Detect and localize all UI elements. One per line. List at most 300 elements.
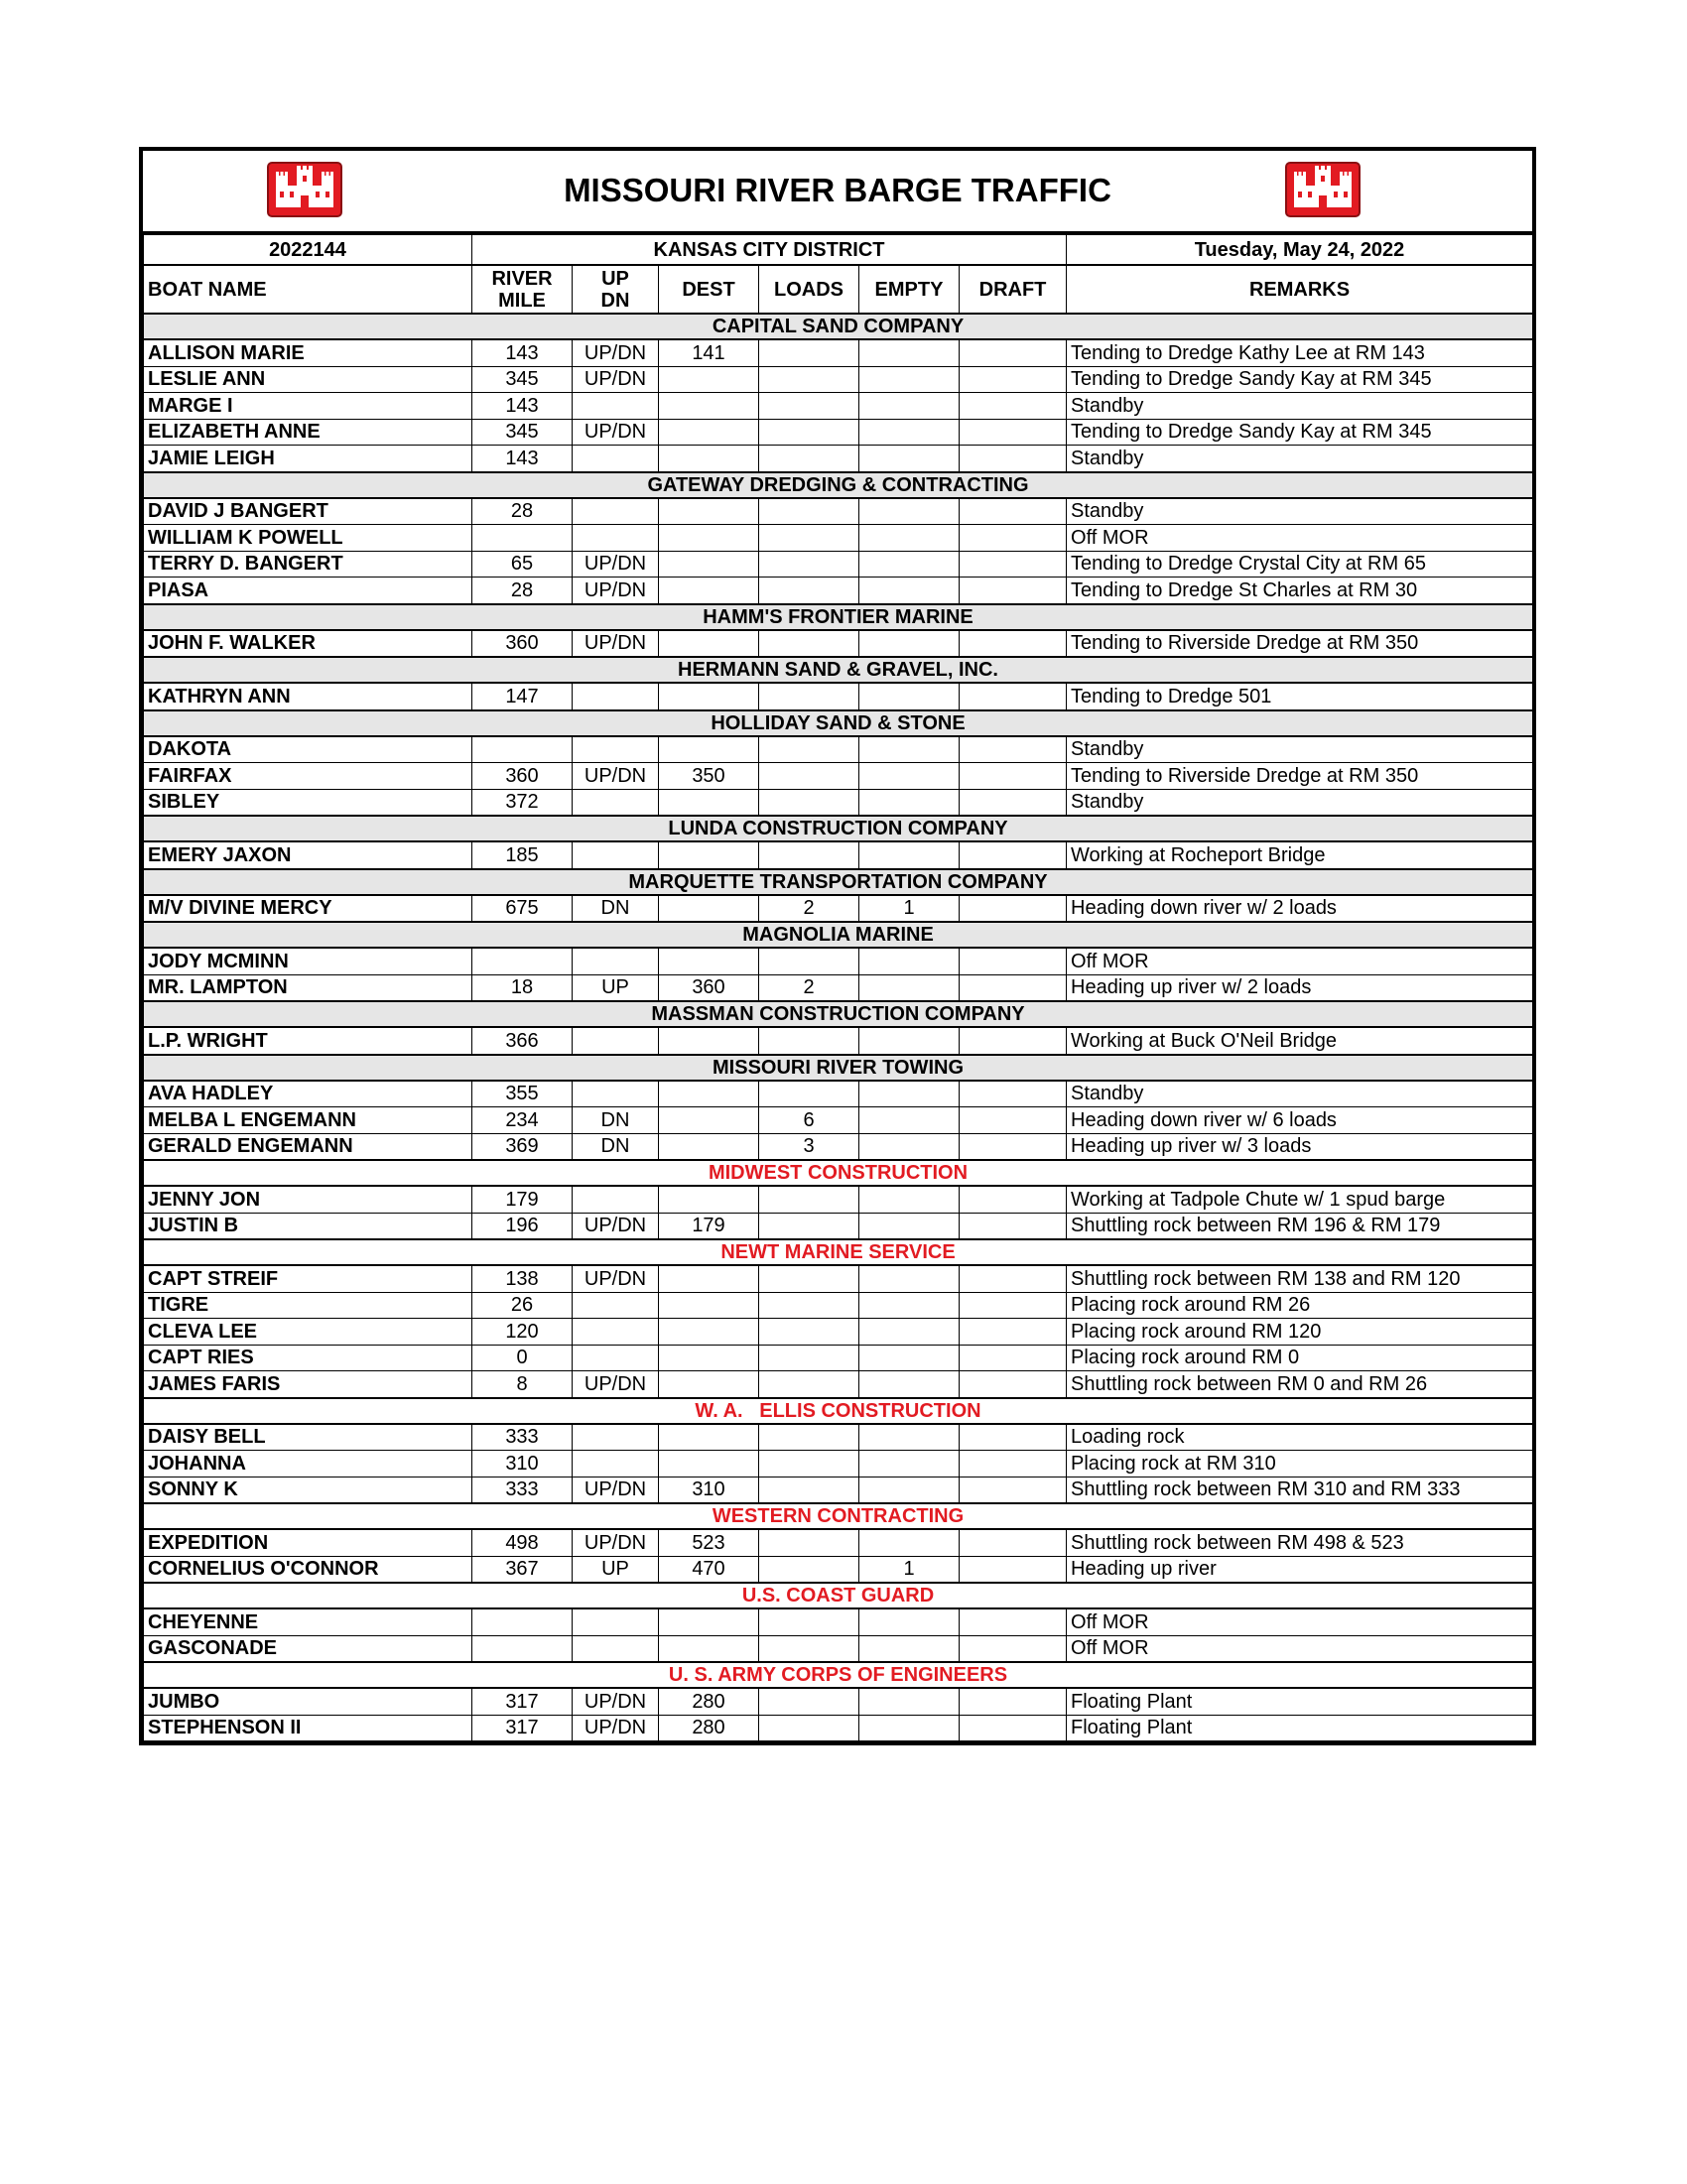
loads-cell	[759, 419, 859, 446]
river-mile-cell: 345	[472, 366, 573, 393]
draft-cell	[960, 1292, 1067, 1319]
river-mile-cell: 196	[472, 1213, 573, 1239]
boat-name-cell: ELIZABETH ANNE	[144, 419, 472, 446]
loads-cell	[759, 763, 859, 790]
loads-cell	[759, 339, 859, 366]
up-dn-cell	[573, 789, 659, 816]
draft-cell	[960, 789, 1067, 816]
draft-cell	[960, 498, 1067, 525]
river-mile-cell: 28	[472, 578, 573, 604]
remarks-cell: Standby	[1067, 789, 1533, 816]
table-row	[144, 1608, 1533, 1635]
table-row	[144, 393, 1533, 420]
up-dn-cell	[573, 1608, 659, 1635]
river-mile-cell	[472, 1635, 573, 1662]
usace-castle-icon	[1285, 162, 1361, 217]
remarks-cell: Tending to Dredge 501	[1067, 683, 1533, 710]
company-header-row	[144, 710, 1533, 736]
remarks-cell: Tending to Riverside Dredge at RM 350	[1067, 763, 1533, 790]
loads-cell	[759, 630, 859, 658]
company-header-row	[144, 657, 1533, 683]
destination-cell: 470	[659, 1556, 759, 1583]
river-mile-cell: 179	[472, 1186, 573, 1213]
up-dn-cell: UP/DN	[573, 419, 659, 446]
table-row	[144, 1213, 1533, 1239]
up-dn-cell: UP/DN	[573, 1371, 659, 1398]
destination-cell	[659, 1345, 759, 1371]
river-mile-cell	[472, 1608, 573, 1635]
loads-cell	[759, 393, 859, 420]
draft-cell	[960, 366, 1067, 393]
river-mile-cell: 317	[472, 1688, 573, 1715]
draft-cell	[960, 1529, 1067, 1556]
company-name: U. S. ARMY CORPS OF ENGINEERS	[144, 1662, 1533, 1688]
boat-name-cell: FAIRFAX	[144, 763, 472, 790]
empty-cell	[859, 1635, 960, 1662]
remarks-cell: Standby	[1067, 1081, 1533, 1107]
company-name: W. A. ELLIS CONSTRUCTION	[144, 1398, 1533, 1424]
draft-cell	[960, 736, 1067, 763]
river-mile-cell: 369	[472, 1133, 573, 1160]
remarks-cell: Off MOR	[1067, 1608, 1533, 1635]
draft-cell	[960, 974, 1067, 1001]
table-row	[144, 498, 1533, 525]
draft-cell	[960, 1424, 1067, 1451]
report-date: Tuesday, May 24, 2022	[1067, 235, 1533, 266]
up-dn-cell	[573, 948, 659, 974]
header-empty: EMPTY	[859, 265, 960, 314]
table-row	[144, 841, 1533, 869]
table-row	[144, 1107, 1533, 1134]
draft-cell	[960, 895, 1067, 923]
table-row	[144, 1319, 1533, 1346]
loads-cell	[759, 578, 859, 604]
up-dn-cell	[573, 1319, 659, 1346]
river-mile-cell: 143	[472, 446, 573, 472]
empty-cell	[859, 1451, 960, 1477]
loads-cell: 3	[759, 1133, 859, 1160]
boat-name-cell: MARGE I	[144, 393, 472, 420]
empty-cell	[859, 393, 960, 420]
company-name: U.S. COAST GUARD	[144, 1583, 1533, 1608]
up-dn-cell: UP/DN	[573, 366, 659, 393]
empty-cell	[859, 1081, 960, 1107]
draft-cell	[960, 1608, 1067, 1635]
remarks-cell: Standby	[1067, 498, 1533, 525]
empty-cell	[859, 683, 960, 710]
company-name: MISSOURI RIVER TOWING	[144, 1055, 1533, 1081]
loads-cell	[759, 525, 859, 552]
remarks-cell: Placing rock around RM 26	[1067, 1292, 1533, 1319]
destination-cell	[659, 498, 759, 525]
remarks-cell: Shuttling rock between RM 138 and RM 120	[1067, 1265, 1533, 1292]
up-dn-cell	[573, 446, 659, 472]
remarks-cell: Placing rock around RM 0	[1067, 1345, 1533, 1371]
river-mile-cell: 310	[472, 1451, 573, 1477]
draft-cell	[960, 1319, 1067, 1346]
remarks-cell: Shuttling rock between RM 196 & RM 179	[1067, 1213, 1533, 1239]
draft-cell	[960, 578, 1067, 604]
district-name: KANSAS CITY DISTRICT	[472, 235, 1067, 266]
river-mile-cell: 317	[472, 1715, 573, 1741]
empty-cell	[859, 446, 960, 472]
loads-cell	[759, 948, 859, 974]
empty-cell	[859, 339, 960, 366]
traffic-table	[143, 234, 1533, 1741]
company-header-row	[144, 922, 1533, 948]
draft-cell	[960, 948, 1067, 974]
company-header-row	[144, 1583, 1533, 1608]
empty-cell	[859, 419, 960, 446]
header-dest: DEST	[659, 265, 759, 314]
table-row	[144, 525, 1533, 552]
table-row	[144, 1477, 1533, 1503]
draft-cell	[960, 1451, 1067, 1477]
up-dn-cell	[573, 1027, 659, 1055]
table-row	[144, 1635, 1533, 1662]
company-header-row	[144, 869, 1533, 895]
destination-cell	[659, 366, 759, 393]
river-mile-cell: 333	[472, 1477, 573, 1503]
up-dn-cell: UP/DN	[573, 1213, 659, 1239]
company-name: NEWT MARINE SERVICE	[144, 1239, 1533, 1265]
destination-cell: 179	[659, 1213, 759, 1239]
destination-cell	[659, 789, 759, 816]
header-up-dn: UP DN	[573, 265, 659, 314]
up-dn-cell: DN	[573, 895, 659, 923]
river-mile-cell: 366	[472, 1027, 573, 1055]
loads-cell	[759, 1319, 859, 1346]
destination-cell	[659, 1186, 759, 1213]
loads-cell	[759, 1186, 859, 1213]
company-name: LUNDA CONSTRUCTION COMPANY	[144, 816, 1533, 841]
table-row	[144, 1027, 1533, 1055]
remarks-cell: Heading up river w/ 2 loads	[1067, 974, 1533, 1001]
table-row	[144, 736, 1533, 763]
remarks-cell: Floating Plant	[1067, 1715, 1533, 1741]
destination-cell	[659, 419, 759, 446]
boat-name-cell: KATHRYN ANN	[144, 683, 472, 710]
river-mile-cell: 143	[472, 339, 573, 366]
destination-cell	[659, 895, 759, 923]
loads-cell	[759, 1451, 859, 1477]
empty-cell	[859, 763, 960, 790]
report-title: MISSOURI RIVER BARGE TRAFFIC	[564, 172, 1111, 208]
company-name: HOLLIDAY SAND & STONE	[144, 710, 1533, 736]
remarks-cell: Heading up river w/ 3 loads	[1067, 1133, 1533, 1160]
company-header-row	[144, 604, 1533, 630]
loads-cell	[759, 1027, 859, 1055]
table-row	[144, 419, 1533, 446]
draft-cell	[960, 1186, 1067, 1213]
empty-cell	[859, 1265, 960, 1292]
table-body	[144, 314, 1533, 1741]
empty-cell: 1	[859, 1556, 960, 1583]
company-name: MASSMAN CONSTRUCTION COMPANY	[144, 1001, 1533, 1027]
destination-cell	[659, 1319, 759, 1346]
destination-cell	[659, 1027, 759, 1055]
draft-cell	[960, 1477, 1067, 1503]
empty-cell	[859, 1319, 960, 1346]
loads-cell	[759, 841, 859, 869]
company-header-row	[144, 1055, 1533, 1081]
draft-cell	[960, 339, 1067, 366]
river-mile-cell: 345	[472, 419, 573, 446]
up-dn-cell: DN	[573, 1133, 659, 1160]
destination-cell	[659, 393, 759, 420]
table-row	[144, 1715, 1533, 1741]
river-mile-cell: 143	[472, 393, 573, 420]
loads-cell	[759, 1715, 859, 1741]
loads-cell	[759, 1371, 859, 1398]
up-dn-cell	[573, 841, 659, 869]
destination-cell: 280	[659, 1688, 759, 1715]
boat-name-cell: JOHANNA	[144, 1451, 472, 1477]
destination-cell	[659, 551, 759, 578]
empty-cell	[859, 841, 960, 869]
boat-name-cell: JODY MCMINN	[144, 948, 472, 974]
river-mile-cell: 498	[472, 1529, 573, 1556]
destination-cell	[659, 525, 759, 552]
river-mile-cell: 234	[472, 1107, 573, 1134]
remarks-cell: Working at Rocheport Bridge	[1067, 841, 1533, 869]
up-dn-cell: UP/DN	[573, 578, 659, 604]
remarks-cell: Shuttling rock between RM 0 and RM 26	[1067, 1371, 1533, 1398]
boat-name-cell: CLEVA LEE	[144, 1319, 472, 1346]
empty-cell: 1	[859, 895, 960, 923]
empty-cell	[859, 1133, 960, 1160]
up-dn-cell	[573, 1345, 659, 1371]
remarks-cell: Placing rock at RM 310	[1067, 1451, 1533, 1477]
loads-cell	[759, 1345, 859, 1371]
company-name: GATEWAY DREDGING & CONTRACTING	[144, 472, 1533, 498]
destination-cell: 360	[659, 974, 759, 1001]
table-row	[144, 1688, 1533, 1715]
river-mile-cell: 333	[472, 1424, 573, 1451]
up-dn-cell	[573, 1635, 659, 1662]
title-row	[143, 151, 1532, 234]
empty-cell	[859, 948, 960, 974]
remarks-cell: Working at Tadpole Chute w/ 1 spud barge	[1067, 1186, 1533, 1213]
up-dn-cell: UP/DN	[573, 339, 659, 366]
report-number: 2022144	[144, 235, 472, 266]
draft-cell	[960, 1133, 1067, 1160]
river-mile-cell	[472, 736, 573, 763]
table-row	[144, 763, 1533, 790]
up-dn-cell: UP/DN	[573, 1477, 659, 1503]
up-dn-cell: UP/DN	[573, 630, 659, 658]
up-dn-cell	[573, 393, 659, 420]
boat-name-cell: PIASA	[144, 578, 472, 604]
empty-cell	[859, 498, 960, 525]
remarks-cell: Shuttling rock between RM 310 and RM 333	[1067, 1477, 1533, 1503]
company-header-row	[144, 1001, 1533, 1027]
loads-cell	[759, 1477, 859, 1503]
draft-cell	[960, 1265, 1067, 1292]
table-row	[144, 948, 1533, 974]
header-draft: DRAFT	[960, 265, 1067, 314]
destination-cell	[659, 1265, 759, 1292]
company-name: MAGNOLIA MARINE	[144, 922, 1533, 948]
loads-cell	[759, 366, 859, 393]
loads-cell	[759, 1608, 859, 1635]
destination-cell	[659, 841, 759, 869]
remarks-cell: Tending to Dredge Crystal City at RM 65	[1067, 551, 1533, 578]
draft-cell	[960, 630, 1067, 658]
table-row	[144, 1529, 1533, 1556]
river-mile-cell	[472, 525, 573, 552]
empty-cell	[859, 1107, 960, 1134]
loads-cell	[759, 789, 859, 816]
company-header-row	[144, 1662, 1533, 1688]
river-mile-cell: 360	[472, 630, 573, 658]
draft-cell	[960, 419, 1067, 446]
destination-cell	[659, 1635, 759, 1662]
loads-cell	[759, 1635, 859, 1662]
up-dn-cell	[573, 1292, 659, 1319]
remarks-cell: Placing rock around RM 120	[1067, 1319, 1533, 1346]
up-dn-cell: UP	[573, 1556, 659, 1583]
draft-cell	[960, 525, 1067, 552]
boat-name-cell: DAKOTA	[144, 736, 472, 763]
river-mile-cell: 355	[472, 1081, 573, 1107]
boat-name-cell: JAMIE LEIGH	[144, 446, 472, 472]
company-name: MARQUETTE TRANSPORTATION COMPANY	[144, 869, 1533, 895]
table-row	[144, 974, 1533, 1001]
destination-cell	[659, 1451, 759, 1477]
destination-cell: 280	[659, 1715, 759, 1741]
destination-cell	[659, 578, 759, 604]
destination-cell	[659, 736, 759, 763]
remarks-cell: Tending to Dredge St Charles at RM 30	[1067, 578, 1533, 604]
destination-cell	[659, 1371, 759, 1398]
empty-cell	[859, 1213, 960, 1239]
remarks-cell: Loading rock	[1067, 1424, 1533, 1451]
table-row	[144, 1556, 1533, 1583]
table-row	[144, 1186, 1533, 1213]
company-name: WESTERN CONTRACTING	[144, 1503, 1533, 1529]
loads-cell: 2	[759, 895, 859, 923]
boat-name-cell: EXPEDITION	[144, 1529, 472, 1556]
river-mile-cell: 65	[472, 551, 573, 578]
boat-name-cell: EMERY JAXON	[144, 841, 472, 869]
empty-cell	[859, 1715, 960, 1741]
table-row	[144, 339, 1533, 366]
empty-cell	[859, 1371, 960, 1398]
company-header-row	[144, 1160, 1533, 1186]
remarks-cell: Working at Buck O'Neil Bridge	[1067, 1027, 1533, 1055]
boat-name-cell: WILLIAM K POWELL	[144, 525, 472, 552]
company-header-row	[144, 472, 1533, 498]
boat-name-cell: LESLIE ANN	[144, 366, 472, 393]
boat-name-cell: JOHN F. WALKER	[144, 630, 472, 658]
river-mile-cell: 18	[472, 974, 573, 1001]
draft-cell	[960, 683, 1067, 710]
remarks-cell: Heading down river w/ 6 loads	[1067, 1107, 1533, 1134]
table-row	[144, 1424, 1533, 1451]
draft-cell	[960, 1081, 1067, 1107]
remarks-cell: Off MOR	[1067, 525, 1533, 552]
table-row	[144, 1265, 1533, 1292]
remarks-cell: Heading up river	[1067, 1556, 1533, 1583]
header-remarks: REMARKS	[1067, 265, 1533, 314]
remarks-cell: Off MOR	[1067, 948, 1533, 974]
boat-name-cell: MR. LAMPTON	[144, 974, 472, 1001]
destination-cell	[659, 630, 759, 658]
up-dn-cell: UP/DN	[573, 551, 659, 578]
boat-name-cell: STEPHENSON II	[144, 1715, 472, 1741]
column-header-row	[144, 265, 1533, 314]
empty-cell	[859, 1292, 960, 1319]
draft-cell	[960, 1345, 1067, 1371]
destination-cell: 523	[659, 1529, 759, 1556]
up-dn-cell: UP	[573, 974, 659, 1001]
loads-cell	[759, 1292, 859, 1319]
empty-cell	[859, 736, 960, 763]
river-mile-cell: 138	[472, 1265, 573, 1292]
empty-cell	[859, 525, 960, 552]
river-mile-cell: 26	[472, 1292, 573, 1319]
destination-cell	[659, 948, 759, 974]
boat-name-cell: TIGRE	[144, 1292, 472, 1319]
report-info-row	[144, 235, 1533, 266]
draft-cell	[960, 763, 1067, 790]
empty-cell	[859, 789, 960, 816]
loads-cell	[759, 1529, 859, 1556]
table-row	[144, 1371, 1533, 1398]
destination-cell	[659, 1081, 759, 1107]
boat-name-cell: AVA HADLEY	[144, 1081, 472, 1107]
loads-cell	[759, 683, 859, 710]
river-mile-cell: 0	[472, 1345, 573, 1371]
up-dn-cell	[573, 1451, 659, 1477]
table-row	[144, 630, 1533, 658]
empty-cell	[859, 1477, 960, 1503]
company-header-row	[144, 314, 1533, 339]
loads-cell	[759, 1081, 859, 1107]
company-header-row	[144, 1503, 1533, 1529]
up-dn-cell	[573, 736, 659, 763]
up-dn-cell	[573, 1186, 659, 1213]
up-dn-cell: UP/DN	[573, 1688, 659, 1715]
table-row	[144, 578, 1533, 604]
table-row	[144, 366, 1533, 393]
empty-cell	[859, 366, 960, 393]
loads-cell	[759, 1213, 859, 1239]
loads-cell: 6	[759, 1107, 859, 1134]
company-name: MIDWEST CONSTRUCTION	[144, 1160, 1533, 1186]
boat-name-cell: TERRY D. BANGERT	[144, 551, 472, 578]
loads-cell	[759, 446, 859, 472]
empty-cell	[859, 1688, 960, 1715]
destination-cell	[659, 683, 759, 710]
empty-cell	[859, 551, 960, 578]
header-boat-name: BOAT NAME	[144, 265, 472, 314]
remarks-cell: Standby	[1067, 446, 1533, 472]
boat-name-cell: JUMBO	[144, 1688, 472, 1715]
draft-cell	[960, 1027, 1067, 1055]
draft-cell	[960, 446, 1067, 472]
remarks-cell: Shuttling rock between RM 498 & 523	[1067, 1529, 1533, 1556]
destination-cell	[659, 1107, 759, 1134]
empty-cell	[859, 1608, 960, 1635]
empty-cell	[859, 1529, 960, 1556]
draft-cell	[960, 551, 1067, 578]
table-row	[144, 683, 1533, 710]
river-mile-cell: 360	[472, 763, 573, 790]
boat-name-cell: JUSTIN B	[144, 1213, 472, 1239]
up-dn-cell: UP/DN	[573, 1529, 659, 1556]
